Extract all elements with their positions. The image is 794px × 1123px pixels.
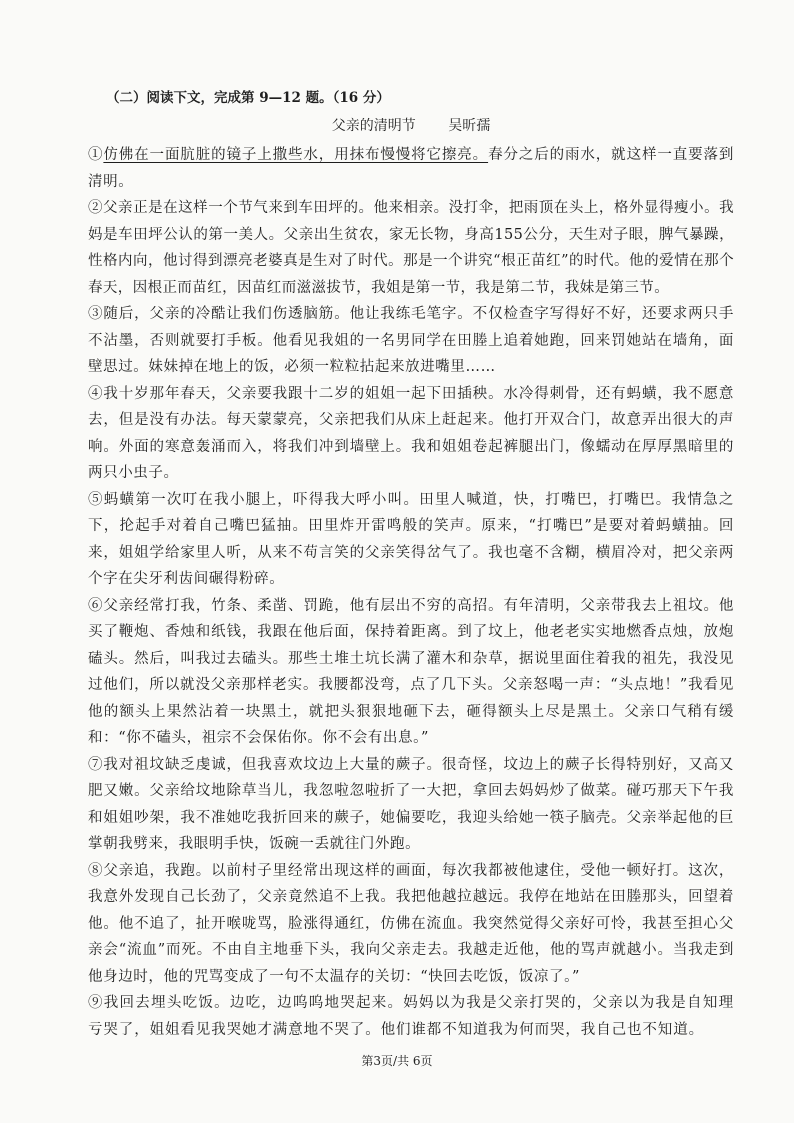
paragraph-text: 我对祖坟缺乏虔诚，但我喜欢坟边上大量的蕨子。很奇怪，坟边上的蕨子长得特别好，又高又肥又嫩。父亲给坟地除草当儿，我忽啦忽啦折了一大把，拿回去妈妈炒了做菜。碰巧那天下午我和姐姐吵架，我不准她吃我折回来的蕨子，她偏要吃，我迎头给她一筷子脑壳。父亲举起他的巨掌朝我劈来，我眼明手快，饭碗一丢就往门外跑。	[88, 756, 734, 852]
paragraph-text: 我回去埋头吃饭。边吃，边呜呜地哭起来。妈妈以为我是父亲打哭的，父亲以为我是自知理亏哭了，姐姐看见我哭她才满意地不哭了。他们谁都不知道我为何而哭，我自己也不知道。	[88, 995, 734, 1038]
paragraph-text: 春分之后的雨水，就这样一直要落到清明。	[88, 147, 734, 190]
paragraph-text: 父亲正是在这样一个节气来到车田坪的。他来相亲。没打伞，把雨顶在头上，格外显得瘦小。我妈是车田坪公认的第一美人。父亲出生贫农，家无长物，身高155公分，天生对子眼，脾气暴躁，性格内向，他讨得到漂亮老婆真是生对了时代。那是一个讲究“根正苗红”的时代。他的爱情在那个春天，因根正而苗红，因苗红而滋滋拔节，我姐是第一节，我是第二节，我妹是第三节。	[88, 200, 734, 296]
paragraph-text: 随后，父亲的冷酷让我们伤透脑筋。他让我练毛笔字。不仅检查字写得好不好，还要求两只手不沾墨，否则就要打手板。他看见我姐的一名男同学在田塍上追着她跑，回来罚她站在墙角，面壁思过。妹妹掉在地上的饭，必须一粒粒拈起来放进嘴里……	[88, 306, 734, 375]
paragraph-number: ⑧	[88, 862, 104, 879]
article-author: 吴昕孺	[448, 118, 491, 134]
paragraph-number: ④	[88, 385, 104, 402]
paragraph-number: ⑨	[88, 995, 104, 1011]
paragraph-number: ③	[88, 306, 104, 322]
page-footer: 第3页/共 6页	[361, 1054, 433, 1068]
paragraph-text: 父亲经常打我，竹条、柔凿、罚跪，他有层出不穷的高招。有年清明，父亲带我去上祖坟。他买了鞭炮、香烛和纸钱，我跟在他后面，保持着距离。到了坟上，他老老实实地燃香点烛，放炮磕头。然后，叫我过去磕头。那些土堆土坑长满了灌木和杂草，据说里面住着我的祖先，我没见过他们，所以就没父亲那样老实。我腰都没弯，点了几下头。父亲怒喝一声：“头点地！”我看见他的额头上果然沾着一块黑土，就把头狠狠地砸下去，砸得额头上尽是黑土。父亲口气稍有缓和：“你不磕头，祖宗不会保佑你。你不会有出息。”	[88, 597, 734, 746]
paragraph-2	[88, 195, 734, 301]
paragraph-4	[88, 381, 734, 487]
underlined-sentence: 仿佛在一面肮脏的镜子上撒些水，用抹布慢慢将它擦亮。	[103, 147, 489, 163]
paragraph-1	[88, 142, 734, 195]
paragraph-number: ①	[88, 147, 104, 163]
paragraph-number: ⑥	[88, 597, 104, 614]
paragraph-number: ⑦	[88, 756, 104, 773]
paragraph-text: 我十岁那年春天，父亲要我跟十二岁的姐姐一起下田插秧。水冷得刺骨，还有蚂蟥，我不愿意去，但是没有办法。每天蒙蒙亮，父亲把我们从床上赶起来。他打开双合门，故意弄出很大的声响。外面的寒意轰涌而入，将我们冲到墙壁上。我和姐姐卷起裤腿出门，像蠕动在厚厚黑暗里的两只小虫子。	[88, 385, 734, 481]
paragraph-9	[88, 990, 734, 1043]
paragraph-8	[88, 858, 734, 991]
paragraph-number: ②	[88, 200, 104, 216]
paragraph-number: ⑤	[88, 491, 104, 508]
section-header: （二）阅读下文，完成第 9—12 题。（16 分）	[106, 90, 390, 106]
paragraph-6	[88, 593, 734, 752]
paragraph-text: 蚂蟥第一次叮在我小腿上，吓得我大呼小叫。田里人喊道，快，打嘴巴，打嘴巴。我情急之下，抡起手对着自己嘴巴猛抽。田里炸开雷鸣般的笑声。原来，“打嘴巴”是要对着蚂蟥抽。回来，姐姐学给家里人听，从来不苟言笑的父亲笑得岔气了。我也毫不含糊，横眉冷对，把父亲两个字在尖牙利齿间碾得粉碎。	[88, 491, 734, 587]
paragraph-5	[88, 487, 734, 593]
paragraph-7	[88, 752, 734, 858]
article-title: 父亲的清明节	[331, 118, 416, 134]
article-title-line	[88, 116, 734, 136]
paragraph-text: 父亲追，我跑。以前村子里经常出现这样的画面，每次我都被他逮住，受他一顿好打。这次，我意外发现自己长劲了，父亲竟然追不上我。我把他越拉越远。我停在地站在田塍那头，回望着他。他不追了，扯开喉咙骂，脸涨得通红，仿佛在流血。我突然觉得父亲好可怜，我甚至担心父亲会“流血”而死。不由自主地垂下头，我向父亲走去。我越走近他，他的骂声就越小。当我走到他身边时，他的咒骂变成了一句不太温存的关切：“快回去吃饭，饭凉了。”	[88, 862, 734, 985]
paragraph-3	[88, 301, 734, 381]
